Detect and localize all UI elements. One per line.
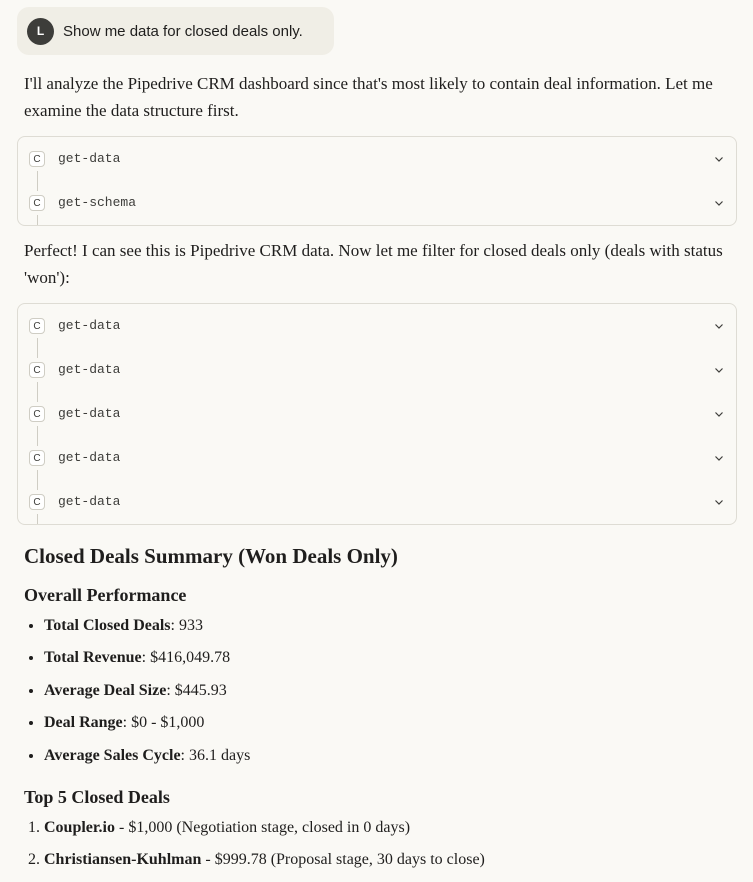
tool-call-row[interactable] — [18, 147, 736, 171]
tool-connector-line — [37, 215, 38, 225]
chevron-down-icon[interactable] — [714, 321, 724, 331]
deal-item — [44, 846, 485, 878]
tool-connector-line — [37, 338, 38, 358]
top-deals-list — [24, 814, 485, 878]
tool-call-row[interactable] — [18, 446, 736, 470]
stat-label: Average Sales Cycle — [44, 746, 181, 764]
tool-connector-line — [37, 426, 38, 446]
stat-item — [44, 677, 250, 709]
stat-label: Total Closed Deals — [44, 617, 171, 634]
stat-value: : $0 - $1,000 — [122, 714, 205, 732]
tool-connector-line — [37, 171, 38, 191]
tool-call-row[interactable] — [18, 490, 736, 514]
tool-connector-line — [37, 382, 38, 402]
chevron-down-icon[interactable] — [714, 409, 724, 419]
tool-badge-icon: C — [29, 494, 45, 510]
chevron-down-icon[interactable] — [714, 497, 724, 507]
overall-performance-heading: Overall Performance — [24, 585, 187, 605]
tool-badge-icon: C — [29, 318, 45, 334]
user-message-bubble — [17, 7, 334, 55]
stat-value: : $416,049.78 — [141, 649, 231, 667]
stat-item — [44, 612, 250, 644]
tool-call-row[interactable] — [18, 402, 736, 426]
chevron-down-icon[interactable] — [714, 453, 724, 463]
tool-call-name: get-schema — [58, 195, 137, 210]
tool-badge-icon: C — [29, 362, 45, 378]
tool-connector-line — [37, 514, 38, 524]
summary-title: Closed Deals Summary (Won Deals Only) — [24, 544, 398, 568]
tool-call-name: get-data — [58, 450, 121, 465]
chevron-down-icon[interactable] — [714, 154, 724, 164]
stat-value: : 933 — [170, 617, 203, 634]
stat-value: : 36.1 days — [180, 746, 251, 764]
chevron-down-icon[interactable] — [714, 198, 724, 208]
tool-call-group-2 — [17, 303, 737, 525]
user-message-text: Show me data for closed deals only. — [63, 22, 303, 40]
stat-label: Average Deal Size — [44, 681, 167, 699]
stat-item — [44, 709, 250, 741]
deal-detail: - $1,000 (Negotiation stage, closed in 0 days) — [114, 819, 411, 836]
stats-list — [24, 612, 250, 774]
tool-call-row[interactable] — [18, 191, 736, 215]
top-deals-heading: Top 5 Closed Deals — [24, 787, 170, 807]
deal-item — [44, 814, 485, 846]
tool-call-name: get-data — [58, 494, 121, 509]
assistant-followup-text: Perfect! I can see this is Pipedrive CRM data. Now let me filter for closed deals only (deals with status 'won'): — [24, 241, 723, 287]
tool-call-name: get-data — [58, 362, 121, 377]
stat-item — [44, 742, 250, 774]
stat-label: Total Revenue — [44, 649, 142, 667]
tool-call-name: get-data — [58, 151, 121, 166]
tool-call-row[interactable] — [18, 358, 736, 382]
stat-label: Deal Range — [44, 714, 123, 732]
stat-value: : $445.93 — [166, 681, 227, 699]
tool-connector-line — [37, 470, 38, 490]
tool-call-name: get-data — [58, 318, 121, 333]
tool-badge-icon: C — [29, 406, 45, 422]
deal-detail: - $999.78 (Proposal stage, 30 days to close) — [201, 851, 485, 868]
user-avatar: L — [27, 18, 54, 45]
tool-call-name: get-data — [58, 406, 121, 421]
tool-badge-icon: C — [29, 151, 45, 167]
tool-call-group-1 — [17, 136, 737, 226]
tool-badge-icon: C — [29, 450, 45, 466]
tool-call-row[interactable] — [18, 314, 736, 338]
stat-item — [44, 644, 250, 676]
deal-name: Christiansen-Kuhlman — [44, 851, 202, 868]
chevron-down-icon[interactable] — [714, 365, 724, 375]
deal-name: Coupler.io — [44, 819, 115, 836]
tool-badge-icon: C — [29, 195, 45, 211]
assistant-intro-text: I'll analyze the Pipedrive CRM dashboard since that's most likely to contain deal information. Let me examine the data structure first. — [24, 74, 713, 120]
